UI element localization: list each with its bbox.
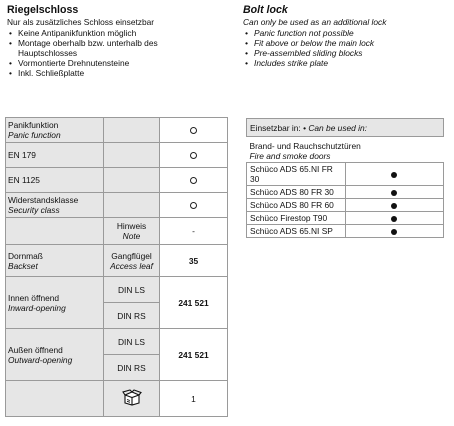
system-name: Schüco Firestop T90: [247, 212, 346, 225]
table-row: [6, 381, 228, 417]
usage-header: Einsetzbar in: • Can be used in:: [247, 119, 444, 137]
english-feature: • Panic function not possible: [243, 28, 448, 38]
table-row: [247, 137, 444, 163]
table-row: [247, 119, 444, 137]
filled-dot-icon: [391, 203, 397, 209]
en1125-label: EN 1125: [6, 168, 104, 193]
german-feature: • Montage oberhalb bzw. unterhalb des Hauptschlosses: [7, 38, 197, 58]
table-row: [6, 143, 228, 168]
table-row: [247, 225, 444, 238]
fire-smoke-doors-label: Brand- und Rauchschutztüren Fire and smoke doors: [247, 137, 444, 163]
empty-circle-icon: [190, 202, 197, 209]
system-name: Schüco ADS 65.NI SP: [247, 225, 346, 238]
empty-circle-icon: [190, 152, 197, 159]
table-row: [6, 218, 228, 245]
table-row: [6, 245, 228, 277]
usage-table: [246, 118, 444, 238]
backset-value: 35: [160, 245, 228, 277]
system-name: Schüco ADS 65.NI FR 30: [247, 163, 346, 186]
din-rs-label: DIN RS: [104, 303, 160, 329]
filled-dot-icon: [391, 172, 397, 178]
security-class-label: Widerstandsklasse Security class: [6, 193, 104, 218]
german-feature: • Keine Antipanikfunktion möglich: [7, 28, 237, 38]
english-feature: • Fit above or below the main lock: [243, 38, 448, 48]
specification-table: [5, 117, 228, 417]
table-row: [6, 329, 228, 355]
english-subtitle: Can only be used as an additional lock: [243, 17, 387, 27]
table-row: [6, 118, 228, 143]
inward-opening-label: Innen öffnend Inward-opening: [6, 277, 104, 329]
note-value: -: [160, 218, 228, 245]
table-row: [247, 163, 444, 186]
access-leaf-label: Gangflügel Access leaf: [104, 245, 160, 277]
english-feature: • Pre-assembled sliding blocks: [243, 48, 448, 58]
system-name: Schüco ADS 80 FR 30: [247, 186, 346, 199]
english-title: Bolt lock: [243, 4, 288, 16]
english-description: [243, 4, 448, 68]
german-description: [7, 4, 237, 78]
german-title: Riegelschloss: [7, 4, 79, 16]
note-label: Hinweis Note: [104, 218, 160, 245]
german-feature-list: [7, 28, 237, 78]
german-subtitle: Nur als zusätzliches Schloss einsetzbar: [7, 17, 155, 27]
german-feature: • Inkl. Schließplatte: [7, 68, 237, 78]
empty-circle-icon: [190, 127, 197, 134]
outward-opening-label: Außen öffnend Outward-opening: [6, 329, 104, 381]
table-row: [6, 168, 228, 193]
inward-article-number: 241 521: [160, 277, 228, 329]
table-row: [6, 193, 228, 218]
package-quantity: 1: [160, 381, 228, 417]
package-box-icon: [122, 389, 142, 408]
table-row: [247, 186, 444, 199]
table-row: [247, 212, 444, 225]
filled-dot-icon: [391, 190, 397, 196]
backset-label: Dornmaß Backset: [6, 245, 104, 277]
english-feature-list: [243, 28, 448, 68]
filled-dot-icon: [391, 229, 397, 235]
system-name: Schüco ADS 80 FR 60: [247, 199, 346, 212]
table-row: [6, 277, 228, 303]
english-feature: • Includes strike plate: [243, 58, 448, 68]
din-ls-label: DIN LS: [104, 277, 160, 303]
empty-circle-icon: [190, 177, 197, 184]
filled-dot-icon: [391, 216, 397, 222]
outward-article-number: 241 521: [160, 329, 228, 381]
en179-label: EN 179: [6, 143, 104, 168]
din-ls-label: DIN LS: [104, 329, 160, 355]
table-row: [247, 199, 444, 212]
german-feature: • Vormontierte Drehnutensteine: [7, 58, 237, 68]
din-rs-label: DIN RS: [104, 355, 160, 381]
panic-function-label: Panikfunktion Panic function: [6, 118, 104, 143]
